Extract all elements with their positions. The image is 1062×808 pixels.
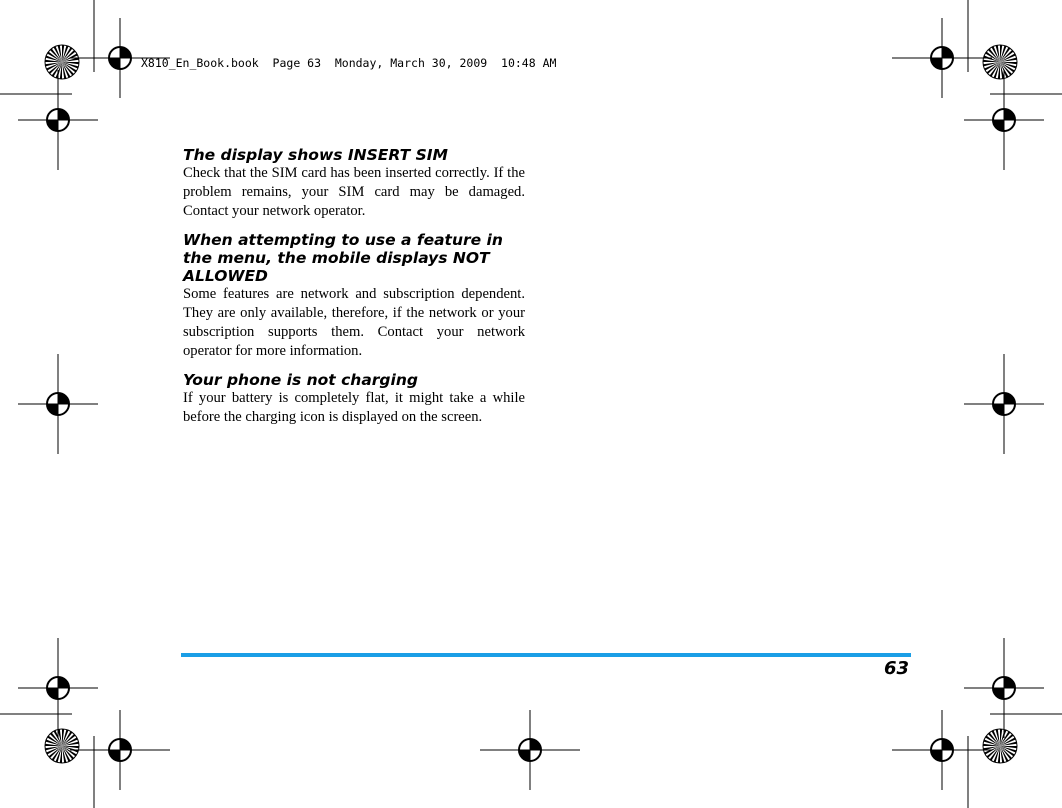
section-heading: The display shows INSERT SIM	[183, 146, 448, 164]
file-info-header: X810_En_Book.book Page 63 Monday, March 30, 2009 10:48 AM	[141, 56, 557, 70]
registration-target-icon	[18, 354, 98, 454]
registration-target-icon	[892, 18, 992, 98]
registration-target-icon	[964, 354, 1044, 454]
section-body: Some features are network and subscription dependent. They are only available, therefore, if the network or your subscription supports them. Contact your network operator for more information.	[183, 286, 525, 359]
section-heading: Your phone is not charging	[183, 371, 418, 389]
registration-target-icon	[480, 710, 580, 790]
starburst-target-icon	[45, 45, 79, 79]
section-body: Check that the SIM card has been inserted correctly. If the problem remains, your SIM card may be damaged. Contact your network operator.	[183, 165, 525, 219]
registration-target-icon	[964, 638, 1044, 738]
registration-target-icon	[18, 638, 98, 738]
registration-target-icon	[70, 710, 170, 790]
section-heading: When attempting to use a feature in the menu, the mobile displays NOT ALLOWED	[183, 231, 503, 285]
page-number: 63	[883, 658, 909, 679]
starburst-target-icon	[983, 45, 1017, 79]
section-body: If your battery is completely flat, it might take a while before the charging icon is displayed on the screen.	[183, 390, 525, 425]
registration-target-icon	[964, 70, 1044, 170]
starburst-target-icon	[45, 729, 79, 763]
registration-target-icon	[892, 710, 992, 790]
troubleshooting-content	[183, 146, 525, 434]
footer-rule	[181, 653, 911, 657]
starburst-target-icon	[983, 729, 1017, 763]
registration-target-icon	[18, 70, 98, 170]
